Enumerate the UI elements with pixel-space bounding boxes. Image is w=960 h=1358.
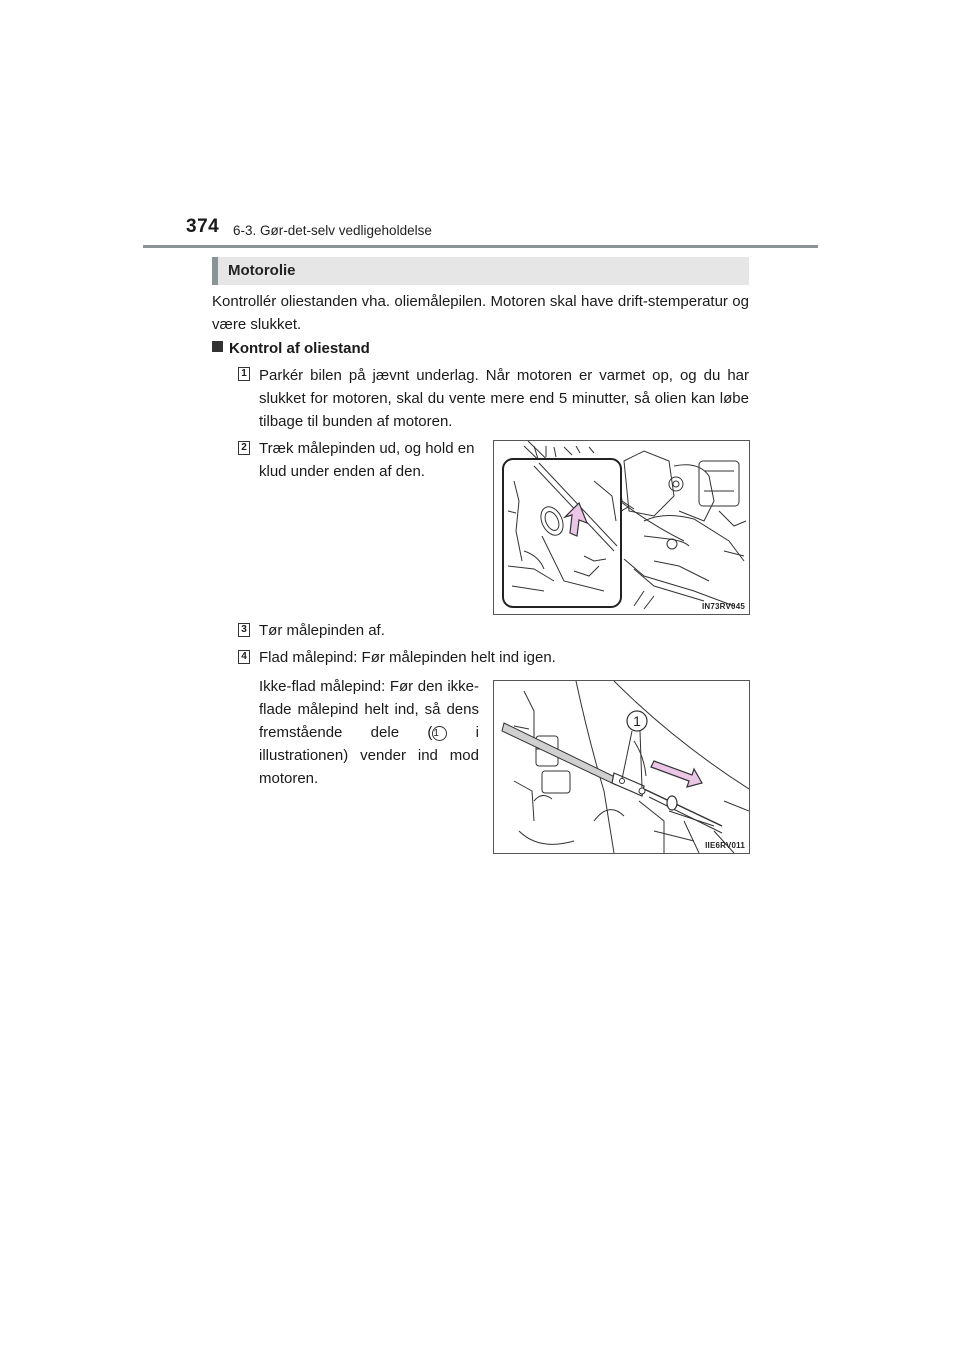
figure-code: IN73RV045	[701, 602, 745, 611]
step-1-text: Parkér bilen på jævnt underlag. Når motoren er varmet op, og du har slukket for motoren, skal du vente mere end 5 minutter, så olien kan løbe tilbage til bunden af motoren.	[259, 367, 749, 430]
step-number-2: 2	[238, 441, 250, 455]
engine-bay-illustration	[494, 441, 749, 614]
subheading-text: Kontrol af oliestand	[229, 340, 370, 357]
callout-marker: 1	[432, 726, 447, 741]
step-2-text: Træk målepinden ud, og hold en klud under enden af den.	[259, 440, 475, 480]
figure-dipstick-removal	[493, 440, 750, 615]
dipstick-illustration	[494, 681, 749, 853]
step-4-nonflat-text: Ikke-flad målepind: Før den ikke-flade målepind helt ind, så dens fremstående dele (1 i illustrationen) vender ind mod motoren.	[259, 678, 479, 787]
step-number-4: 4	[238, 650, 250, 664]
topic-bar	[212, 257, 749, 285]
header-rule	[143, 245, 818, 248]
figure-code: IIE6RV011	[705, 841, 745, 850]
topic-title: Motorolie	[228, 262, 296, 279]
page-number: 374	[186, 216, 220, 237]
section-title: 6-3. Gør-det-selv vedligeholdelse	[233, 223, 432, 238]
step-number-3: 3	[238, 623, 250, 637]
square-bullet-icon	[212, 341, 223, 352]
intro-paragraph: Kontrollér oliestanden vha. oliemålepilen. Motoren skal have drift-stemperatur og være slukket.	[212, 293, 749, 333]
step-number-1: 1	[238, 367, 250, 381]
step-3-text: Tør målepinden af.	[259, 622, 385, 639]
figure-dipstick-insertion	[493, 680, 750, 854]
step-4-text: Flad målepind: Før målepinden helt ind igen.	[259, 649, 556, 666]
callout-number: 1	[633, 713, 641, 729]
subheading	[212, 340, 370, 357]
arrow-icon	[651, 761, 702, 787]
